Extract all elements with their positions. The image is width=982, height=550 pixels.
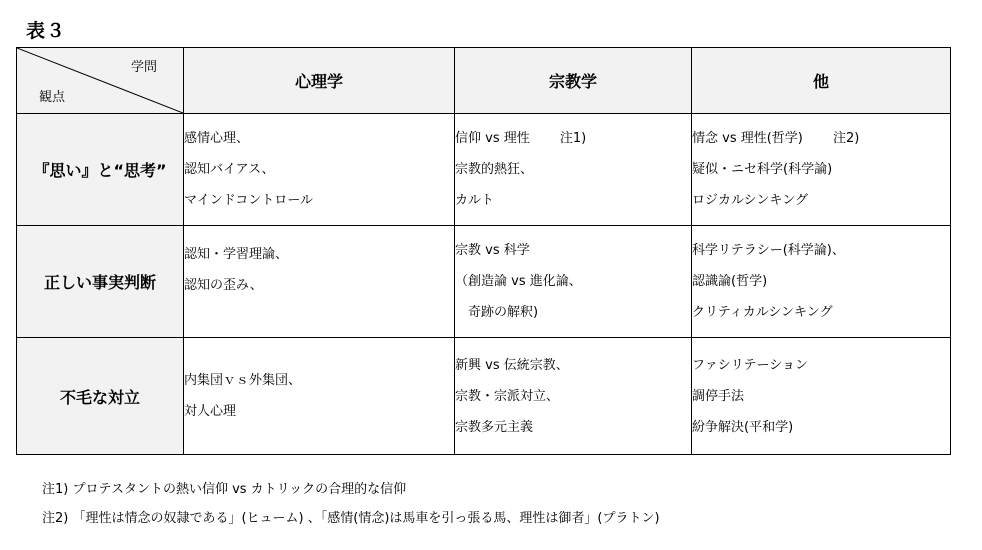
cell-line: 宗教多元主義 [455, 419, 534, 435]
table-cell [455, 114, 692, 226]
table-cell [692, 338, 951, 455]
table-title: 表３ [26, 20, 67, 42]
table-cell [692, 114, 951, 226]
table-cell [184, 338, 455, 455]
table-row [17, 338, 951, 455]
table-cell [692, 226, 951, 338]
cell-line: 対人心理 [184, 404, 237, 419]
table-cell [184, 226, 455, 338]
corner-column-label: 学問 [130, 60, 157, 75]
cell-line: 内集団ｖｓ外集団、 [184, 373, 302, 388]
footnote: 注1) プロテスタントの熱い信仰 vs カトリックの合理的な信仰 [42, 482, 407, 497]
column-header: 心理学 [184, 48, 455, 114]
table-row [17, 226, 951, 338]
cell-line: ファシリテーション [692, 357, 808, 373]
cell-line: 感情心理、 [184, 131, 250, 146]
cell-line: 紛争解決(平和学) [692, 419, 794, 435]
cell-line: （創造論 vs 進化論、 [455, 274, 582, 289]
footnotes [42, 475, 660, 533]
table-cell [184, 114, 455, 226]
cell-line: 宗教的熱狂、 [455, 162, 534, 177]
row-header: 不毛な対立 [17, 338, 184, 455]
table-cell [455, 226, 692, 338]
cell-line: 認知の歪み、 [184, 278, 263, 293]
row-header: 『思い』と“思考” [17, 114, 184, 226]
cell-line: 疑似・ニセ科学(科学論) [692, 162, 833, 177]
footnote: 注2) 「理性は情念の奴隷である」(ヒューム) 、「感情(情念)は馬車を引っ張る馬、理性は御者」(プラトン) [42, 511, 660, 526]
cell-line: 宗教・宗派対立、 [455, 388, 560, 404]
cell-line: カルト [455, 193, 495, 208]
cell-line: 認知・学習理論、 [184, 247, 289, 262]
table-cell [455, 338, 692, 455]
cell-line: 奇跡の解釈) [455, 305, 539, 320]
cell-line: 信仰 vs 理性 注1) [455, 131, 587, 146]
column-header: 他 [692, 48, 951, 114]
cell-line: ロジカルシンキング [692, 193, 808, 208]
table-header-row [17, 48, 951, 114]
row-header: 正しい事実判断 [17, 226, 184, 338]
cell-line: 調停手法 [692, 388, 745, 404]
cell-line: クリティカルシンキング [692, 305, 833, 320]
cell-line: 科学リテラシー(科学論)、 [692, 243, 845, 258]
column-header: 宗教学 [455, 48, 692, 114]
cell-line: 認知バイアス、 [184, 162, 275, 177]
cell-line: 宗教 vs 科学 [455, 243, 530, 258]
cell-line: マインドコントロール [184, 193, 313, 208]
corner-header-cell [17, 48, 184, 114]
cell-line: 情念 vs 理性(哲学) 注2) [692, 131, 860, 146]
cell-line: 新興 vs 伝統宗教、 [455, 357, 569, 373]
cell-line: 認識論(哲学) [692, 274, 768, 289]
comparison-table [16, 47, 951, 455]
table-row [17, 114, 951, 226]
corner-row-label: 観点 [39, 90, 66, 105]
